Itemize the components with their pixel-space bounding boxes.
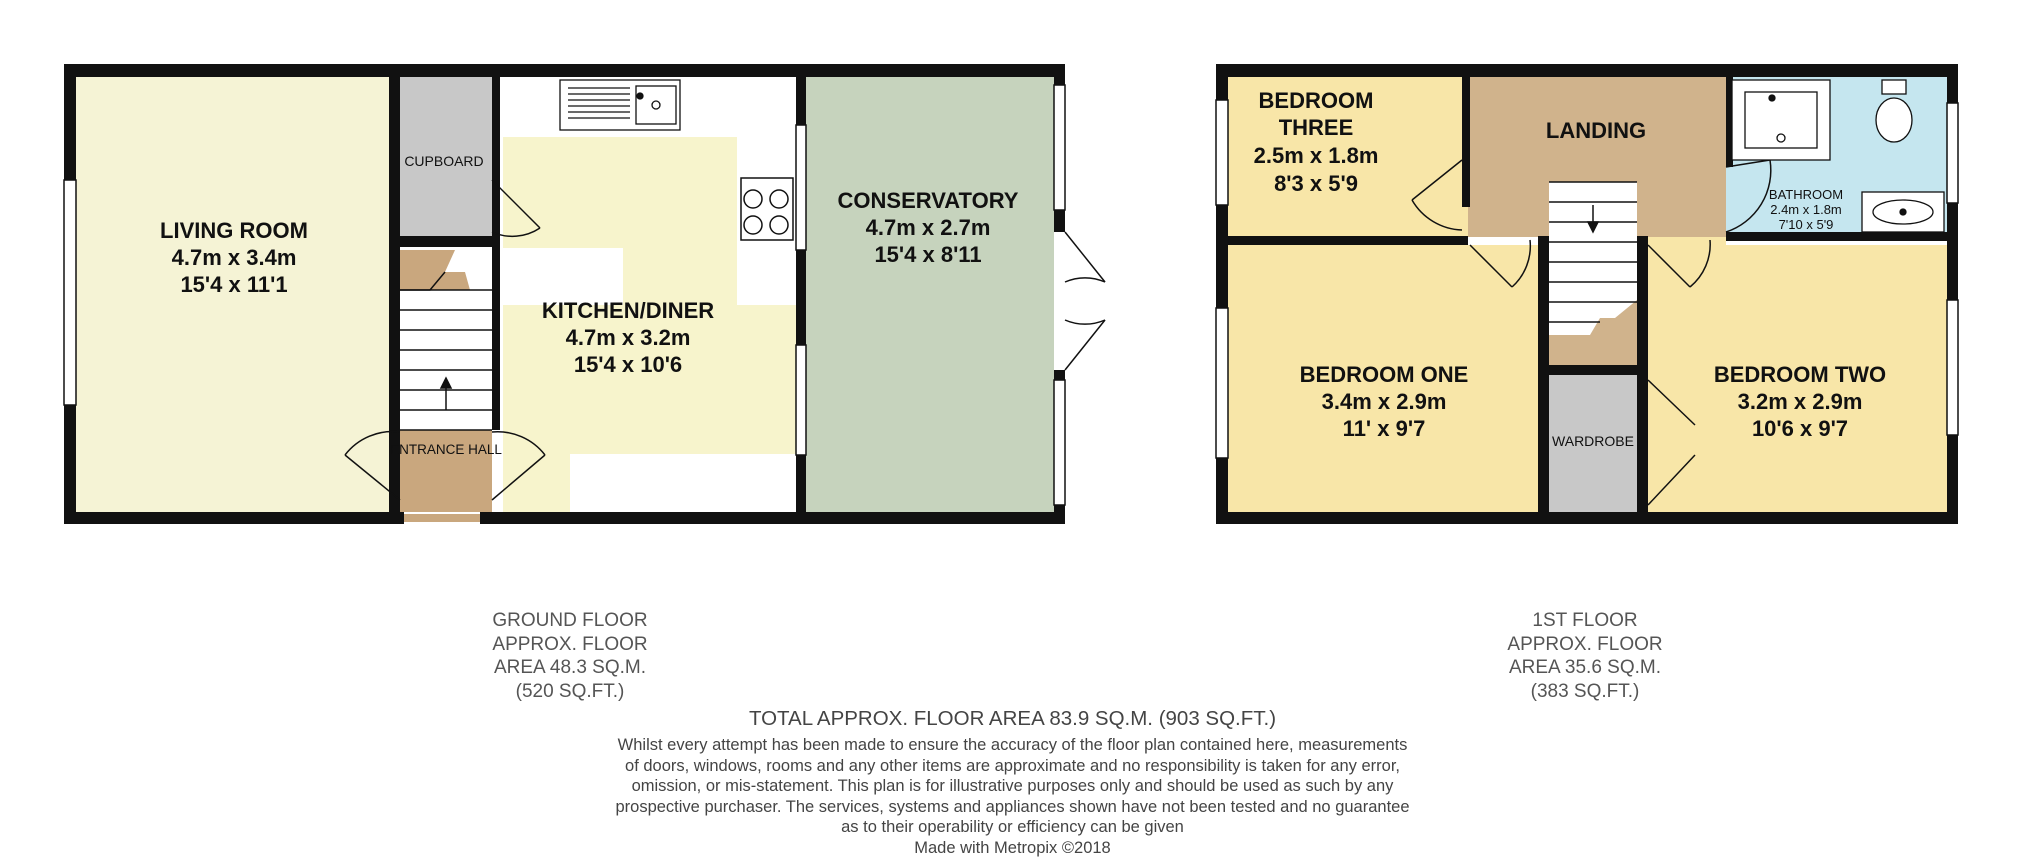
living-room-name: LIVING ROOM	[160, 218, 308, 243]
caption-line: APPROX. FLOOR	[1475, 633, 1695, 657]
landing-name: LANDING	[1546, 118, 1646, 143]
credit-line: Made with Metropix ©2018	[0, 838, 2025, 858]
kitchen-name: KITCHEN/DINER	[542, 298, 714, 323]
bathroom-imperial: 7'10 x 5'9	[1779, 217, 1834, 232]
conservatory-name: CONSERVATORY	[838, 188, 1019, 213]
disclaimer-line: of doors, windows, rooms and any other items are approximate and no responsibility is taken for any error,	[0, 756, 2025, 777]
bedroom-two-name: BEDROOM TWO	[1714, 362, 1886, 387]
first-floor-caption	[1475, 609, 1695, 703]
bathroom-name: BATHROOM	[1769, 187, 1843, 202]
conservatory-metric: 4.7m x 2.7m	[866, 215, 991, 240]
kitchen-island	[503, 248, 623, 305]
caption-line: GROUND FLOOR	[460, 609, 680, 633]
total-floor-area: TOTAL APPROX. FLOOR AREA 83.9 SQ.M. (903 SQ.FT.)	[0, 707, 2025, 731]
caption-line: APPROX. FLOOR	[460, 633, 680, 657]
bedroom-three-name-2: THREE	[1279, 115, 1354, 140]
bedroom-three-metric: 2.5m x 1.8m	[1254, 143, 1379, 168]
kitchen-hob	[741, 178, 793, 240]
bedroom-one-name: BEDROOM ONE	[1300, 362, 1469, 387]
bedroom-two-imperial: 10'6 x 9'7	[1752, 416, 1848, 441]
disclaimer	[0, 735, 2025, 858]
kitchen-imperial: 15'4 x 10'6	[574, 352, 682, 377]
bedroom-one-metric: 3.4m x 2.9m	[1322, 389, 1447, 414]
kitchen-metric: 4.7m x 3.2m	[566, 325, 691, 350]
bedroom-one-imperial: 11' x 9'7	[1343, 416, 1426, 441]
bedroom-two-metric: 3.2m x 2.9m	[1738, 389, 1863, 414]
caption-line: (383 SQ.FT.)	[1475, 680, 1695, 704]
caption-line: 1ST FLOOR	[1475, 609, 1695, 633]
caption-line: (520 SQ.FT.)	[460, 680, 680, 704]
conservatory-french-doors	[1065, 232, 1105, 370]
bedroom-two-extension	[1648, 237, 1726, 245]
disclaimer-line: omission, or mis-statement. This plan is for illustrative purposes only and should be used as such by any	[0, 776, 2025, 797]
living-room-metric: 4.7m x 3.4m	[172, 245, 297, 270]
conservatory-room	[806, 77, 1054, 512]
bedroom-three-name-1: BEDROOM	[1259, 88, 1374, 113]
entrance-hall-name: ENTRANCE HALL	[390, 442, 502, 457]
kitchen-sink	[560, 80, 680, 130]
disclaimer-line: Whilst every attempt has been made to ensure the accuracy of the floor plan contained here, measurements	[0, 735, 2025, 756]
wardrobe-name: WARDROBE	[1552, 433, 1634, 449]
kitchen-worktop-bottom	[570, 454, 796, 512]
cupboard-name: CUPBOARD	[404, 153, 483, 169]
disclaimer-line: as to their operability or efficiency can be given	[0, 817, 2025, 838]
living-room-imperial: 15'4 x 11'1	[180, 272, 287, 297]
bathroom-metric: 2.4m x 1.8m	[1770, 202, 1842, 217]
caption-line: AREA 48.3 SQ.M.	[460, 656, 680, 680]
caption-line: AREA 35.6 SQ.M.	[1475, 656, 1695, 680]
disclaimer-line: prospective purchaser. The services, systems and appliances shown have not been tested and no guarantee	[0, 797, 2025, 818]
bedroom-three-imperial: 8'3 x 5'9	[1274, 171, 1358, 196]
ground-floor-caption	[460, 609, 680, 703]
conservatory-imperial: 15'4 x 8'11	[874, 242, 981, 267]
